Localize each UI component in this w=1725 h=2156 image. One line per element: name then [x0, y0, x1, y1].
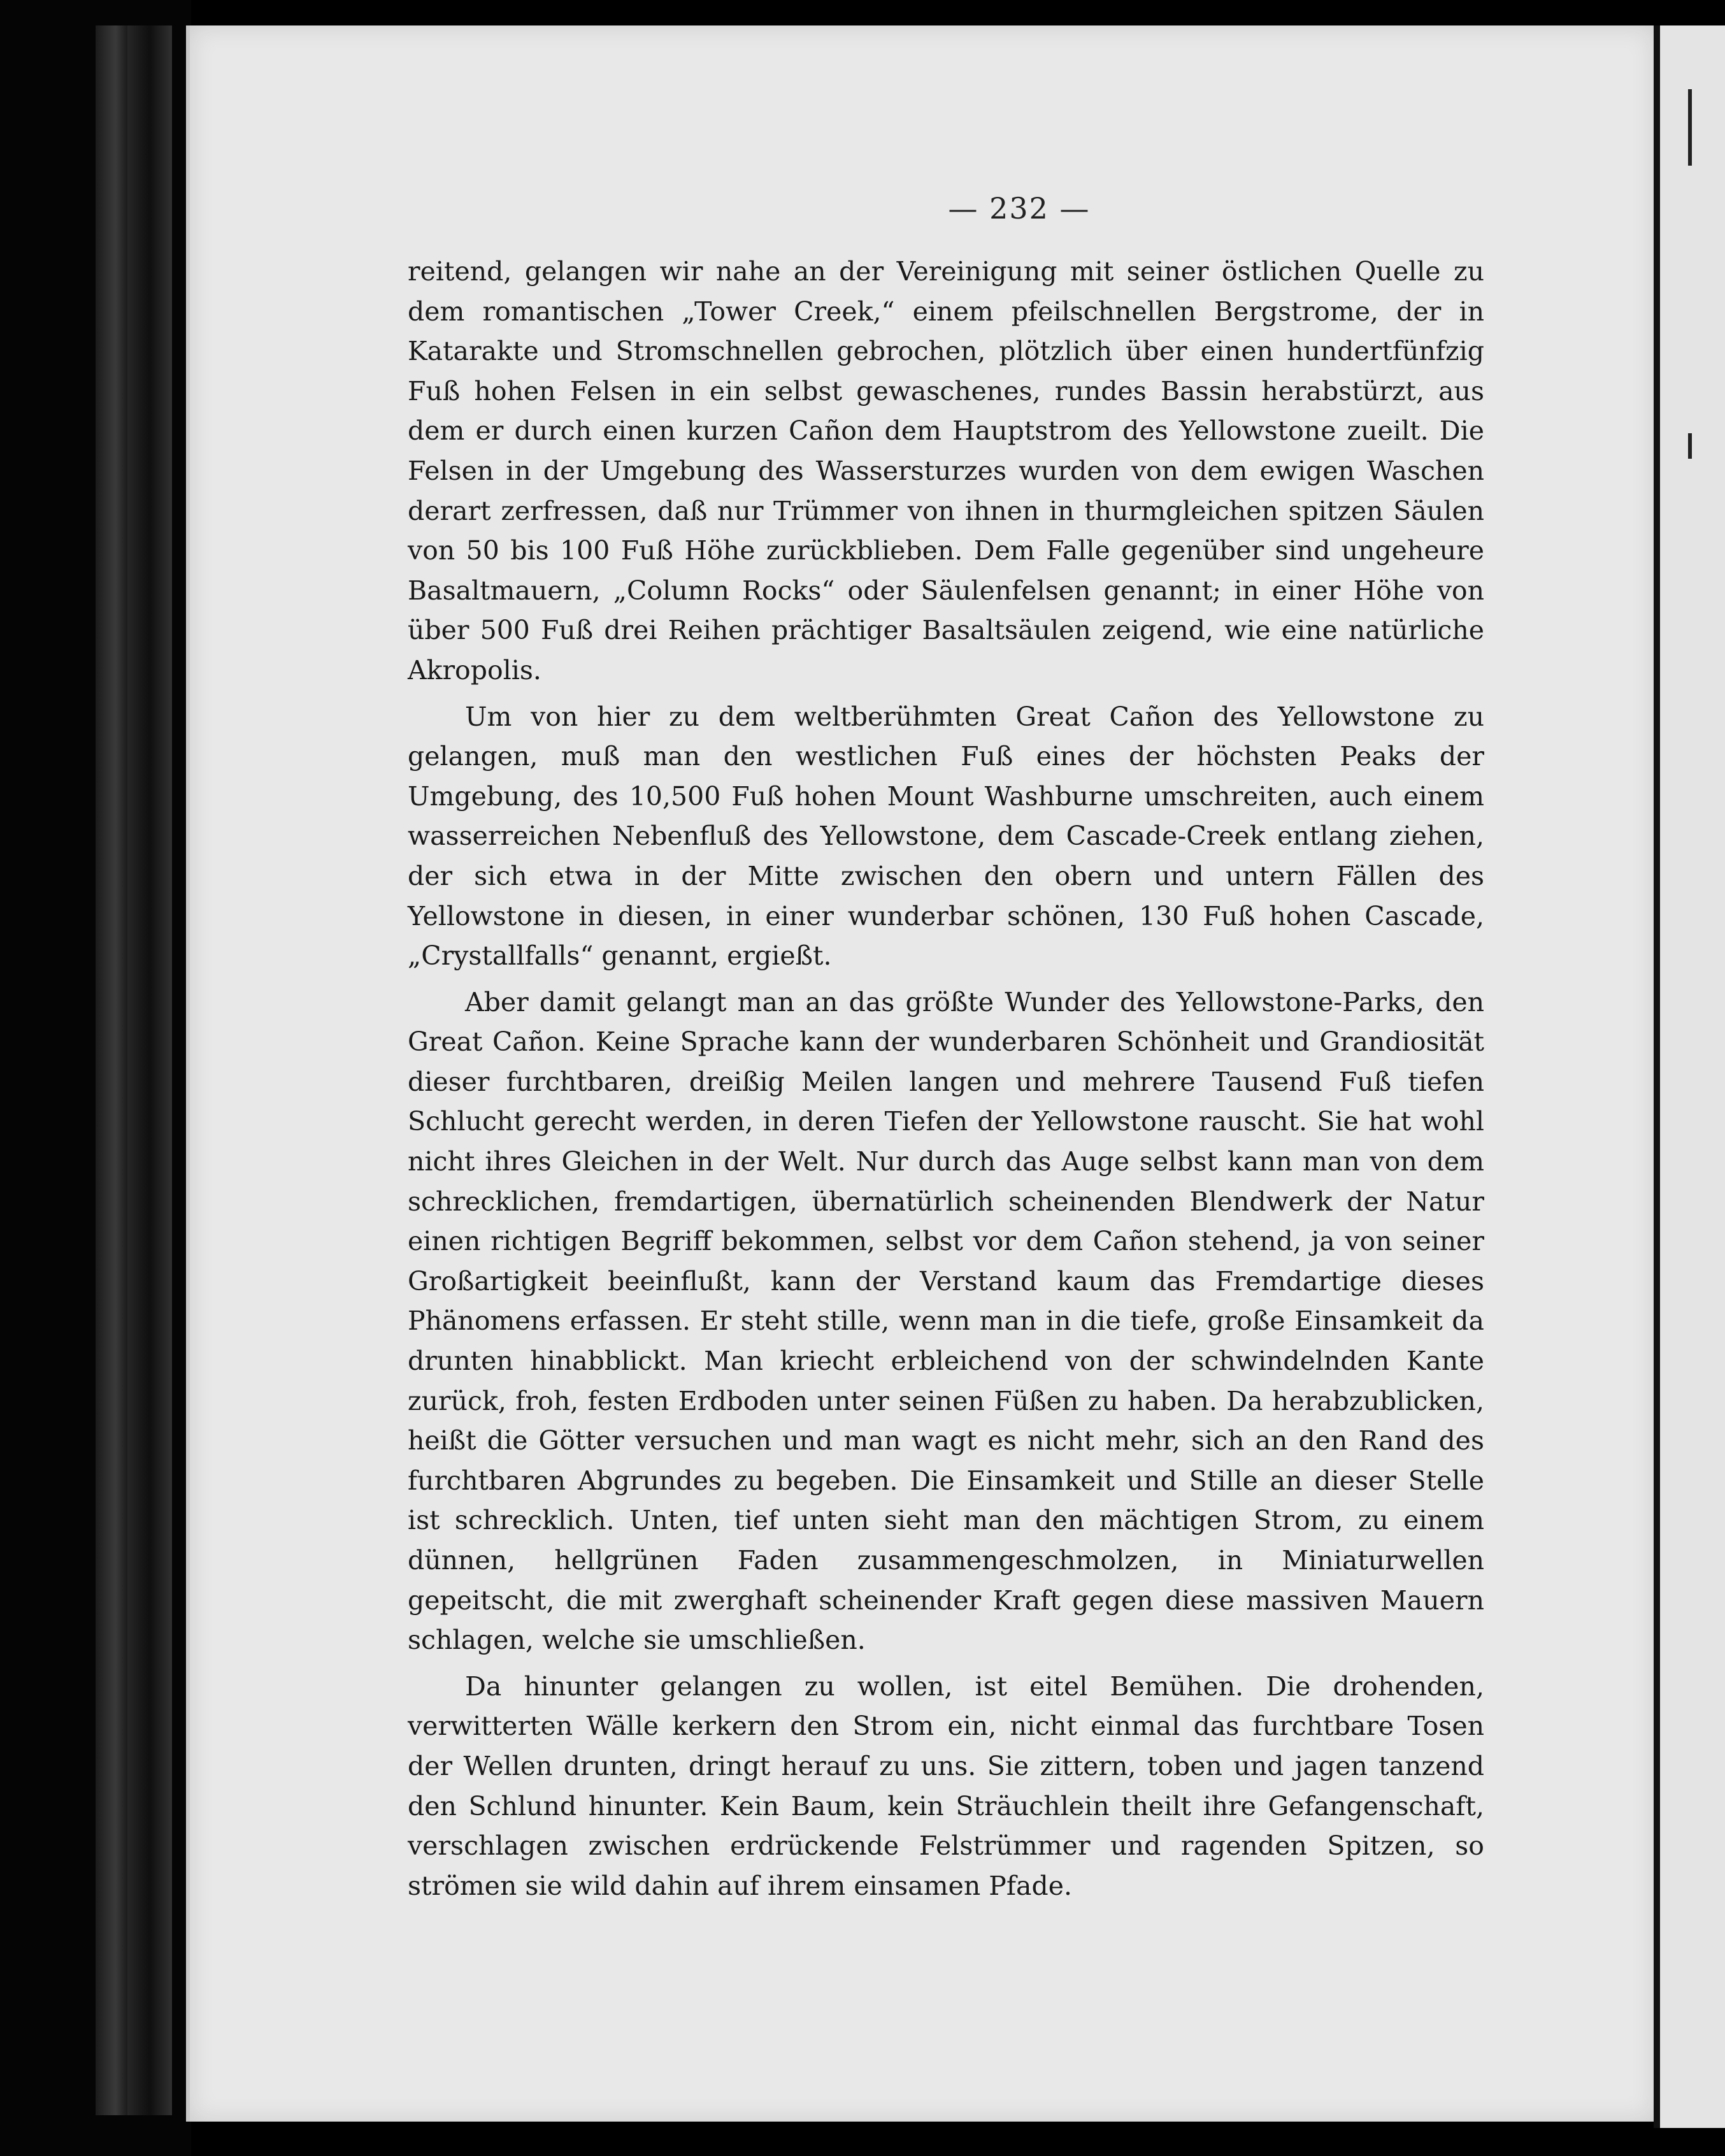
adjacent-page-edge [1654, 25, 1725, 2128]
paragraph: Da hinunter gelangen zu wollen, ist eitel Bemühen. Die drohenden, verwitterten Wälle kerkern den Strom ein, nicht einmal das furchtbare Tosen der Wellen drunten, dringt herauf zu uns. Sie zittern, toben und jagen tanzend den Schlund hinunter. Kein Baum, kein Sträuchlein theilt ihre Gefangenschaft, verschlagen zwischen erdrückende Felstrümmer und ragenden Spitzen, so strömen sie wild dahin auf ihrem einsamen Pfade. [408, 1671, 1484, 1901]
book-binding-edge [127, 25, 172, 2115]
adjacent-page-mark [1688, 89, 1692, 166]
page-body-text [408, 252, 1484, 1906]
adjacent-page-mark [1688, 433, 1692, 459]
paragraph: Um von hier zu dem weltberühmten Great Cañon des Yellowstone zu gelangen, muß man den westlichen Fuß eines der höchsten Peaks der Umgebung, des 10,500 Fuß hohen Mount Washburne umschreiten, auch einem wasserreichen Nebenfluß des Yellowstone, dem Cascade-Creek entlang ziehen, der sich etwa in der Mitte zwischen den obern und untern Fällen des Yellowstone in diesen, in einer wunderbar schönen, 130 Fuß hohen Cascade, „Crystallfalls“ genannt, ergießt. [408, 701, 1484, 972]
paragraph: Aber damit gelangt man an das größte Wunder des Yellowstone-Parks, den Great Cañon. Keine Sprache kann der wunderbaren Schönheit und Grandiosität dieser furchtbaren, dreißig Meilen langen und mehrere Tausend Fuß tiefen Schlucht gerecht werden, in deren Tiefen der Yellowstone rauscht. Sie hat wohl nicht ihres Gleichen in der Welt. Nur durch das Auge selbst kann man von dem schrecklichen, fremdartigen, übernatürlich scheinenden Blendwerk der Natur einen richtigen Begriff bekommen, selbst vor dem Cañon stehend, ja von seiner Großartigkeit beeinflußt, kann der Verstand kaum das Fremdartige dieses Phänomens erfassen. Er steht stille, wenn man in die tiefe, große Einsamkeit da drunten hinabblickt. Man kriecht erbleichend von der schwindelnden Kante zurück, froh, festen Erdboden unter seinen Füßen zu haben. Da herabzublicken, heißt die Götter versuchen und man wagt es nicht mehr, sich an den Rand des furchtbaren Abgrundes zu begeben. Die Einsamkeit und Stille an dieser Stelle ist schrecklich. Unten, tief unten sieht man den mächtigen Strom, zu einem dünnen, hellgrünen Faden zusammengeschmolzen, in Miniaturwellen gepeitscht, die mit zwerghaft scheinender Kraft gegen diese massiven Mauern schlagen, welche sie umschließen. [408, 986, 1484, 1656]
page-number: — 232 — [948, 191, 1091, 226]
paragraph: reitend, gelangen wir nahe an der Vereinigung mit seiner östlichen Quelle zu dem romantischen „Tower Creek,“ einem pfeilschnellen Bergstrome, der in Katarakte und Stromschnellen gebrochen, plötzlich über einen hundertfünfzig Fuß hohen Felsen in ein selbst gewaschenes, rundes Bassin herabstürzt, aus dem er durch einen kurzen Cañon dem Hauptstrom des Yellowstone zueilt. Die Felsen in der Umgebung des Wassersturzes wurden von dem ewigen Waschen derart zerfressen, daß nur Trümmer von ihnen in thurmgleichen spitzen Säulen von 50 bis 100 Fuß Höhe zurückblieben. Dem Falle gegenüber sind ungeheure Basaltmauern, „Column Rocks“ oder Säulenfelsen genannt; in einer Höhe von über 500 Fuß drei Reihen prächtiger Basaltsäulen zeigend, wie eine natürliche Akropolis. [408, 256, 1484, 686]
